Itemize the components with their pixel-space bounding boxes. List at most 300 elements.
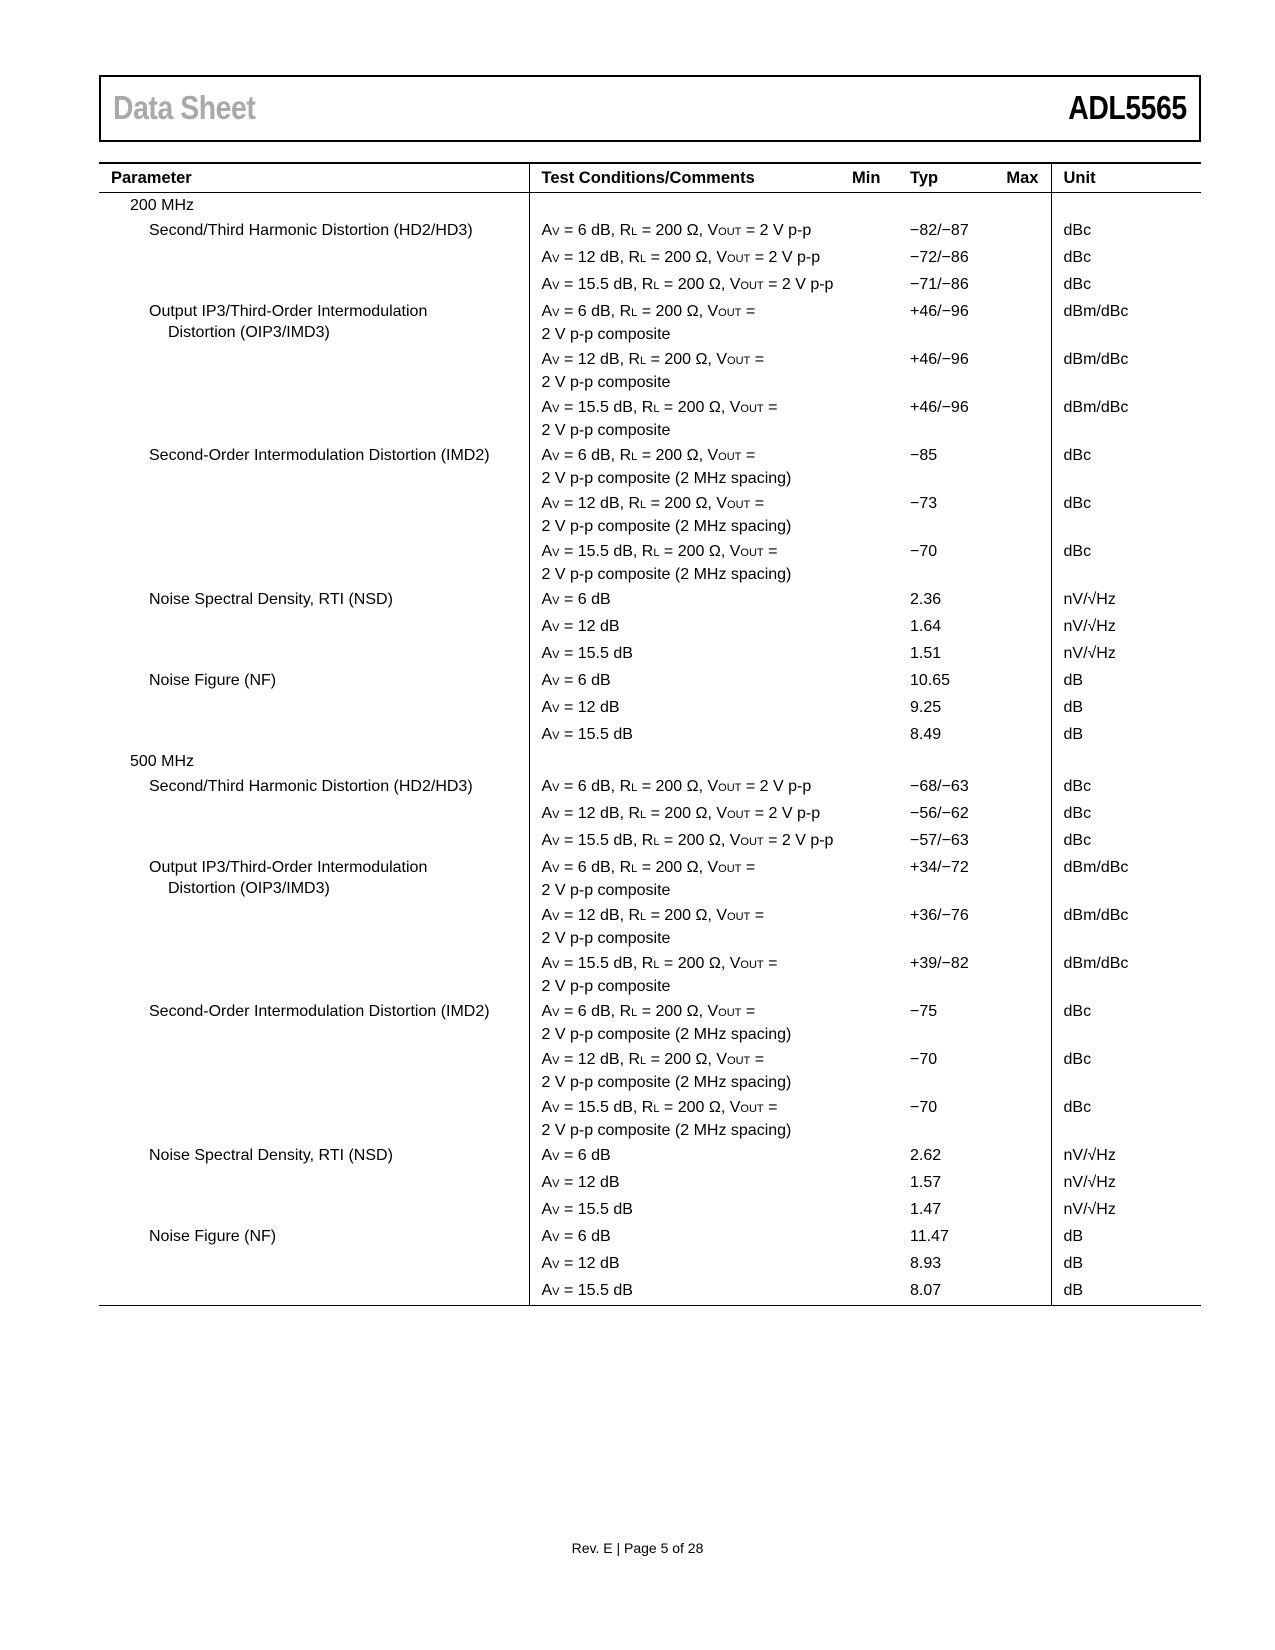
- symbol-subscript: V: [552, 1205, 560, 1217]
- table-row: [99, 828, 1201, 855]
- test-conditions-cell: AV = 15.5 dB, RL = 200 Ω, VOUT = 2 V p-p composite: [529, 395, 840, 443]
- min-cell: [840, 722, 901, 749]
- symbol-subscript: V: [552, 809, 560, 821]
- parameter-cell: [99, 951, 529, 999]
- symbol-subscript: L: [640, 253, 647, 265]
- min-cell: [840, 1143, 901, 1170]
- unit-value: dB: [1051, 1224, 1201, 1251]
- unit-value: dBm/dBc: [1051, 855, 1201, 903]
- typ-value: −71/−86: [910, 276, 969, 293]
- table-row: [99, 587, 1201, 614]
- typ-value: −72/−86: [910, 249, 969, 266]
- load-value: 200 Ω: [677, 832, 721, 849]
- max-cell: [963, 1251, 1051, 1278]
- symbol: V: [707, 447, 719, 464]
- symbol-subscript: OUT: [718, 1007, 742, 1019]
- typ-value: 8.93: [910, 1255, 942, 1272]
- section-max-cell: [963, 193, 1051, 219]
- parameter-cell: [99, 1197, 529, 1224]
- table-row: [99, 299, 1201, 347]
- symbol-subscript: L: [653, 280, 660, 292]
- test-conditions-cell: AV = 6 dB, RL = 200 Ω, VOUT = 2 V p-p: [529, 218, 840, 245]
- section-min-cell: [840, 193, 901, 219]
- min-cell: [840, 855, 901, 903]
- symbol: A: [541, 249, 553, 266]
- load-value: 200 Ω: [677, 1099, 721, 1116]
- parameter-cell: [99, 722, 529, 749]
- symbol: R: [641, 955, 654, 972]
- min-cell: [840, 218, 901, 245]
- max-cell: [963, 1278, 1051, 1306]
- max-cell: [963, 774, 1051, 801]
- gain-value: 6 dB: [577, 222, 611, 239]
- min-cell: [840, 1251, 901, 1278]
- gain-value: 15.5 dB: [577, 955, 633, 972]
- min-cell: [840, 641, 901, 668]
- unit-value: dBc: [1051, 774, 1201, 801]
- symbol: A: [541, 1255, 553, 1272]
- gain-value: 6 dB: [577, 591, 611, 608]
- symbol: A: [541, 778, 553, 795]
- min-cell: [840, 1047, 901, 1095]
- parameter-label: Second/Third Harmonic Distortion (HD2/HD3): [149, 778, 473, 795]
- symbol-subscript: OUT: [740, 959, 764, 971]
- max-cell: [963, 1095, 1051, 1143]
- min-cell: [840, 668, 901, 695]
- symbol-subscript: V: [552, 1151, 560, 1163]
- gain-value: 12 dB: [577, 699, 620, 716]
- symbol: V: [716, 805, 728, 822]
- gain-value: 12 dB: [577, 618, 620, 635]
- typ-value: −70: [910, 1051, 938, 1068]
- vout-composite-value: 2 V p-p composite (2 MHz spacing): [541, 1122, 792, 1139]
- doc-type-label: Data Sheet: [113, 89, 256, 126]
- symbol: V: [729, 399, 741, 416]
- parameter-cell: [99, 668, 529, 695]
- symbol-subscript: OUT: [718, 782, 742, 794]
- symbol: A: [541, 832, 553, 849]
- test-conditions-cell: AV = 15.5 dB, RL = 200 Ω, VOUT = 2 V p-p composite (2 MHz spacing): [529, 1095, 840, 1143]
- table-row: [99, 722, 1201, 749]
- symbol-subscript: OUT: [727, 911, 751, 923]
- unit-value: dB: [1051, 695, 1201, 722]
- section-typ-cell: [901, 749, 963, 774]
- column-header-max: Max: [963, 163, 1051, 193]
- unit-value: dBm/dBc: [1051, 951, 1201, 999]
- table-row: [99, 245, 1201, 272]
- section-unit-cell: [1051, 193, 1201, 219]
- symbol-subscript: OUT: [727, 809, 751, 821]
- test-conditions-cell: AV = 15.5 dB: [529, 641, 840, 668]
- unit-value: dBc: [1051, 218, 1201, 245]
- unit-value: dBc: [1051, 1047, 1201, 1095]
- min-cell: [840, 999, 901, 1047]
- symbol: A: [541, 1147, 553, 1164]
- symbol: R: [619, 1003, 632, 1020]
- load-value: 200 Ω: [664, 1051, 708, 1068]
- gain-value: 6 dB: [577, 303, 611, 320]
- table-body: [99, 193, 1201, 1306]
- vout-composite-value: 2 V p-p composite (2 MHz spacing): [541, 1026, 792, 1043]
- test-conditions-cell: AV = 6 dB, RL = 200 Ω, VOUT = 2 V p-p composite: [529, 855, 840, 903]
- max-cell: [963, 395, 1051, 443]
- parameter-cell: [99, 774, 529, 801]
- max-cell: [963, 828, 1051, 855]
- max-cell: [963, 1224, 1051, 1251]
- symbol: A: [541, 543, 553, 560]
- parameter-cell: [99, 801, 529, 828]
- typ-value: 2.36: [910, 591, 942, 608]
- table-row: [99, 999, 1201, 1047]
- table-row: [99, 539, 1201, 587]
- parameter-label: Second-Order Intermodulation Distortion (IMD2): [149, 447, 490, 464]
- unit-value: dBc: [1051, 999, 1201, 1047]
- load-value: 200 Ω: [655, 222, 699, 239]
- section-label: 500 MHz: [130, 753, 195, 770]
- symbol: A: [541, 859, 553, 876]
- symbol: A: [541, 1201, 553, 1218]
- unit-value: dB: [1051, 1278, 1201, 1306]
- max-cell: [963, 668, 1051, 695]
- gain-value: 15.5 dB: [577, 1282, 633, 1299]
- symbol: R: [619, 303, 632, 320]
- symbol: A: [541, 1051, 553, 1068]
- symbol-subscript: OUT: [727, 253, 751, 265]
- symbol-subscript: V: [552, 649, 560, 661]
- symbol: A: [541, 726, 553, 743]
- symbol-subscript: L: [631, 782, 638, 794]
- parameter-cell: [99, 347, 529, 395]
- typ-value: 1.57: [910, 1174, 942, 1191]
- symbol-subscript: L: [653, 959, 660, 971]
- unit-value: dBm/dBc: [1051, 299, 1201, 347]
- gain-value: 6 dB: [577, 1228, 611, 1245]
- parameter-label: Output IP3/Third-Order Intermodulation: [149, 303, 428, 320]
- symbol-subscript: V: [552, 959, 560, 971]
- test-conditions-cell: AV = 12 dB: [529, 614, 840, 641]
- symbol: A: [541, 672, 553, 689]
- symbol: V: [716, 249, 728, 266]
- parameter-cell: [99, 999, 529, 1047]
- gain-value: 6 dB: [577, 447, 611, 464]
- symbol: R: [641, 543, 654, 560]
- symbol: A: [541, 222, 553, 239]
- parameter-cell: [99, 395, 529, 443]
- vout-composite-value: 2 V p-p composite: [541, 882, 671, 899]
- symbol: R: [628, 805, 641, 822]
- table-row: [99, 951, 1201, 999]
- typ-value: +36/−76: [910, 907, 969, 924]
- parameter-cell: [99, 855, 529, 903]
- symbol-subscript: V: [552, 547, 560, 559]
- typ-value: −57/−63: [910, 832, 969, 849]
- vout-value: 2 V p-p: [781, 832, 834, 849]
- symbol-subscript: V: [552, 1055, 560, 1067]
- typ-value: 11.47: [910, 1228, 949, 1245]
- min-cell: [840, 1278, 901, 1306]
- gain-value: 15.5 dB: [577, 543, 633, 560]
- symbol-subscript: L: [631, 226, 638, 238]
- symbol: V: [707, 778, 719, 795]
- symbol-subscript: OUT: [718, 863, 742, 875]
- unit-value: dBc: [1051, 539, 1201, 587]
- load-value: 200 Ω: [664, 805, 708, 822]
- unit-value: dBm/dBc: [1051, 903, 1201, 951]
- unit-value: nV/√Hz: [1051, 641, 1201, 668]
- max-cell: [963, 855, 1051, 903]
- typ-value: 8.07: [901, 1278, 963, 1306]
- symbol-subscript: OUT: [727, 355, 751, 367]
- gain-value: 6 dB: [577, 1003, 611, 1020]
- parameter-label: Second-Order Intermodulation Distortion (IMD2): [149, 1003, 490, 1020]
- vout-composite-value: 2 V p-p composite: [541, 978, 671, 995]
- symbol-subscript: V: [552, 253, 560, 265]
- table-row: [99, 641, 1201, 668]
- part-number: ADL5565: [1068, 89, 1187, 126]
- load-value: 200 Ω: [655, 859, 699, 876]
- test-conditions-cell: AV = 12 dB, RL = 200 Ω, VOUT = 2 V p-p composite (2 MHz spacing): [529, 491, 840, 539]
- unit-value: dB: [1051, 1251, 1201, 1278]
- symbol-subscript: L: [653, 836, 660, 848]
- parameter-cell: [99, 1170, 529, 1197]
- gain-value: 15.5 dB: [577, 726, 633, 743]
- gain-value: 12 dB: [577, 249, 620, 266]
- unit-value: dB: [1051, 668, 1201, 695]
- load-value: 200 Ω: [655, 303, 699, 320]
- test-conditions-cell: AV = 6 dB, RL = 200 Ω, VOUT = 2 V p-p: [529, 774, 840, 801]
- parameter-label: Noise Spectral Density, RTI (NSD): [149, 1147, 393, 1164]
- typ-value: 1.51: [910, 645, 942, 662]
- max-cell: [963, 299, 1051, 347]
- symbol: A: [541, 1282, 553, 1299]
- test-conditions-cell: AV = 12 dB, RL = 200 Ω, VOUT = 2 V p-p composite (2 MHz spacing): [529, 1047, 840, 1095]
- max-cell: [963, 347, 1051, 395]
- symbol: R: [628, 907, 641, 924]
- parameter-label: Distortion (OIP3/IMD3): [168, 324, 330, 341]
- typ-value: 8.49: [910, 726, 942, 743]
- parameter-cell: [99, 641, 529, 668]
- typ-value: +46/−96: [910, 399, 969, 416]
- symbol: A: [541, 645, 553, 662]
- typ-value: 10.65: [910, 672, 951, 689]
- load-value: 200 Ω: [664, 907, 708, 924]
- symbol-subscript: L: [653, 547, 660, 559]
- vout-value: 2 V p-p: [768, 805, 821, 822]
- table-row: [99, 668, 1201, 695]
- vout-value: 2 V p-p: [781, 276, 834, 293]
- parameter-label: Noise Figure (NF): [149, 1228, 277, 1245]
- symbol-subscript: V: [552, 730, 560, 742]
- symbol-subscript: L: [653, 1103, 660, 1115]
- symbol-subscript: L: [640, 1055, 647, 1067]
- max-cell: [963, 641, 1051, 668]
- section-row: [99, 193, 1201, 219]
- min-cell: [840, 614, 901, 641]
- parameter-label: Noise Figure (NF): [149, 672, 277, 689]
- gain-value: 12 dB: [577, 805, 620, 822]
- symbol-subscript: V: [552, 1232, 560, 1244]
- unit-value: dBc: [1051, 443, 1201, 491]
- symbol-subscript: OUT: [727, 1055, 751, 1067]
- unit-value: nV/√Hz: [1051, 1143, 1201, 1170]
- test-conditions-cell: AV = 6 dB: [529, 1143, 840, 1170]
- max-cell: [963, 999, 1051, 1047]
- max-cell: [963, 587, 1051, 614]
- parameter-cell: [99, 1047, 529, 1095]
- symbol-subscript: V: [552, 403, 560, 415]
- max-cell: [963, 903, 1051, 951]
- gain-value: 12 dB: [577, 495, 620, 512]
- parameter-label: Output IP3/Third-Order Intermodulation: [149, 859, 428, 876]
- symbol: V: [707, 222, 719, 239]
- symbol-subscript: V: [552, 307, 560, 319]
- parameter-cell: [99, 299, 529, 347]
- gain-value: 6 dB: [577, 859, 611, 876]
- parameter-cell: [99, 1143, 529, 1170]
- symbol: R: [628, 351, 641, 368]
- max-cell: [963, 218, 1051, 245]
- test-conditions-cell: AV = 12 dB, RL = 200 Ω, VOUT = 2 V p-p: [529, 245, 840, 272]
- symbol-subscript: OUT: [727, 499, 751, 511]
- symbol: A: [541, 495, 553, 512]
- symbol: R: [619, 447, 632, 464]
- typ-value: 9.25: [910, 699, 942, 716]
- symbol: R: [619, 778, 632, 795]
- table-row: [99, 1251, 1201, 1278]
- symbol: V: [716, 1051, 728, 1068]
- symbol: R: [641, 399, 654, 416]
- table-row: [99, 395, 1201, 443]
- gain-value: 6 dB: [577, 672, 611, 689]
- symbol-subscript: L: [640, 499, 647, 511]
- parameter-cell: [99, 491, 529, 539]
- unit-value: dBc: [1051, 1095, 1201, 1143]
- table-row: [99, 1047, 1201, 1095]
- gain-value: 15.5 dB: [577, 1201, 633, 1218]
- symbol-subscript: V: [552, 782, 560, 794]
- test-conditions-cell: AV = 15.5 dB, RL = 200 Ω, VOUT = 2 V p-p: [529, 272, 840, 299]
- unit-value: dB: [1051, 722, 1201, 749]
- gain-value: 15.5 dB: [577, 832, 633, 849]
- max-cell: [963, 1197, 1051, 1224]
- test-conditions-cell: AV = 15.5 dB: [529, 1197, 840, 1224]
- min-cell: [840, 443, 901, 491]
- symbol-subscript: V: [552, 911, 560, 923]
- max-cell: [963, 245, 1051, 272]
- parameter-cell: [99, 1251, 529, 1278]
- load-value: 200 Ω: [655, 1003, 699, 1020]
- typ-value: −70: [910, 543, 938, 560]
- section-label: 200 MHz: [130, 197, 195, 214]
- test-conditions-cell: AV = 6 dB, RL = 200 Ω, VOUT = 2 V p-p composite (2 MHz spacing): [529, 999, 840, 1047]
- min-cell: [840, 951, 901, 999]
- section-min-cell: [840, 749, 901, 774]
- min-cell: [840, 1170, 901, 1197]
- symbol: A: [541, 618, 553, 635]
- symbol: A: [541, 1099, 553, 1116]
- gain-value: 6 dB: [577, 778, 611, 795]
- min-cell: [840, 299, 901, 347]
- symbol: A: [541, 699, 553, 716]
- column-header-unit: Unit: [1051, 163, 1201, 193]
- vout-composite-value: 2 V p-p composite (2 MHz spacing): [541, 1074, 792, 1091]
- table-row: [99, 347, 1201, 395]
- section-max-cell: [963, 749, 1051, 774]
- typ-value: 1.47: [910, 1201, 942, 1218]
- symbol-subscript: V: [552, 1286, 560, 1298]
- test-conditions-cell: AV = 6 dB: [529, 587, 840, 614]
- symbol: R: [619, 222, 632, 239]
- test-conditions-cell: AV = 15.5 dB, RL = 200 Ω, VOUT = 2 V p-p composite: [529, 951, 840, 999]
- min-cell: [840, 245, 901, 272]
- unit-value: dBc: [1051, 272, 1201, 299]
- load-value: 200 Ω: [655, 447, 699, 464]
- test-conditions-cell: AV = 12 dB: [529, 695, 840, 722]
- load-value: 200 Ω: [677, 543, 721, 560]
- max-cell: [963, 443, 1051, 491]
- load-value: 200 Ω: [677, 955, 721, 972]
- unit-value: nV/√Hz: [1051, 1197, 1201, 1224]
- max-cell: [963, 491, 1051, 539]
- typ-value: −56/−62: [910, 805, 969, 822]
- min-cell: [840, 395, 901, 443]
- column-header-typ: Typ: [901, 163, 963, 193]
- parameter-cell: [99, 587, 529, 614]
- table-row: [99, 1197, 1201, 1224]
- symbol: A: [541, 276, 553, 293]
- symbol: A: [541, 1174, 553, 1191]
- symbol-subscript: OUT: [740, 403, 764, 415]
- test-conditions-cell: AV = 12 dB: [529, 1251, 840, 1278]
- gain-value: 15.5 dB: [577, 1099, 633, 1116]
- symbol: V: [707, 1003, 719, 1020]
- typ-value: −73: [910, 495, 938, 512]
- symbol-subscript: L: [640, 911, 647, 923]
- max-cell: [963, 722, 1051, 749]
- symbol-subscript: V: [552, 863, 560, 875]
- load-value: 200 Ω: [664, 249, 708, 266]
- parameter-label: Noise Spectral Density, RTI (NSD): [149, 591, 393, 608]
- typ-value: −85: [910, 447, 938, 464]
- parameter-label: Distortion (OIP3/IMD3): [168, 880, 330, 897]
- symbol: V: [729, 832, 741, 849]
- vout-composite-value: 2 V p-p composite (2 MHz spacing): [541, 470, 792, 487]
- min-cell: [840, 903, 901, 951]
- column-header-test-conditions: Test Conditions/Comments: [529, 163, 840, 193]
- load-value: 200 Ω: [677, 399, 721, 416]
- symbol-subscript: V: [552, 1259, 560, 1271]
- min-cell: [840, 539, 901, 587]
- vout-composite-value: 2 V p-p composite (2 MHz spacing): [541, 566, 792, 583]
- table-row: [99, 491, 1201, 539]
- symbol-subscript: V: [552, 1178, 560, 1190]
- table-row: [99, 903, 1201, 951]
- symbol: V: [729, 1099, 741, 1116]
- symbol: A: [541, 351, 553, 368]
- test-conditions-cell: AV = 6 dB, RL = 200 Ω, VOUT = 2 V p-p composite: [529, 299, 840, 347]
- min-cell: [840, 828, 901, 855]
- parameter-cell: [99, 1278, 529, 1306]
- test-conditions-cell: AV = 15.5 dB, RL = 200 Ω, VOUT = 2 V p-p: [529, 828, 840, 855]
- symbol-subscript: OUT: [740, 1103, 764, 1115]
- symbol: A: [541, 447, 553, 464]
- max-cell: [963, 272, 1051, 299]
- typ-value: −75: [910, 1003, 938, 1020]
- table-row: [99, 1095, 1201, 1143]
- vout-composite-value: 2 V p-p composite: [541, 326, 671, 343]
- load-value: 200 Ω: [664, 351, 708, 368]
- table-row: [99, 1278, 1201, 1306]
